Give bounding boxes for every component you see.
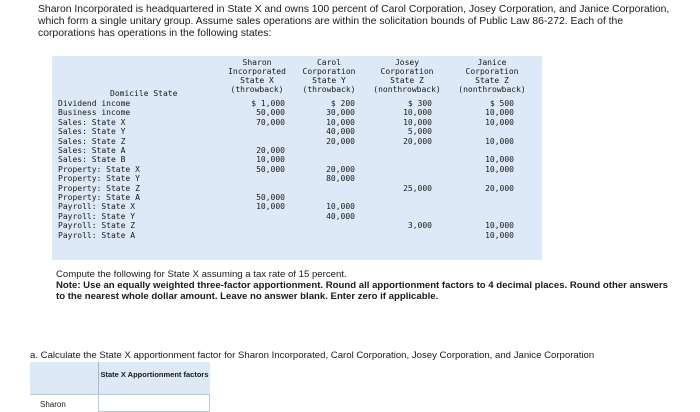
corp-rule: (throwback) xyxy=(302,85,356,94)
table-cell: 10,000 xyxy=(256,155,285,165)
table-cell: 10,000 xyxy=(256,202,285,212)
table-cell: $ 300 xyxy=(407,99,432,108)
table-cell: 10,000 xyxy=(485,117,514,127)
row-label: Payroll: State Y xyxy=(58,211,136,221)
table-cell: 20,000 xyxy=(326,164,355,174)
corp-rule: (nonthrowback) xyxy=(458,85,526,94)
table-cell: 25,000 xyxy=(403,183,432,193)
table-cell: 20,000 xyxy=(485,183,514,193)
table-cell: 10,000 xyxy=(403,108,432,118)
table-cell: 10,000 xyxy=(485,164,514,174)
corp-state: State Z xyxy=(390,76,424,85)
instructions-task: Compute the following for State X assuming a tax rate of 15 percent. xyxy=(56,269,347,280)
table-cell: 10,000 xyxy=(403,117,432,127)
instructions xyxy=(56,269,676,302)
sharon-apportionment-input[interactable] xyxy=(98,394,210,412)
corp-header-carol xyxy=(284,58,374,94)
row-label: Sales: State X xyxy=(58,117,126,127)
row-label: Sales: State Y xyxy=(58,127,126,137)
table-cell: 20,000 xyxy=(403,136,432,146)
corp-type: Corporation xyxy=(380,67,434,76)
corp-name: Sharon xyxy=(242,58,272,67)
table-cell: 3,000 xyxy=(407,221,432,231)
problem-intro: Sharon Incorporated is headquartered in State X and owns 100 percent of Carol Corporation, Josey Corporation, and Janice Corporation, which form a single unitary group. Assume sales operations are within the solicitation bounds of Public Law 86-272. Each of the corporations has operations in the following states: xyxy=(38,4,670,39)
answer-table xyxy=(30,362,210,412)
table-cell: 10,000 xyxy=(485,230,514,240)
corp-state: State Y xyxy=(312,76,346,85)
table-cell: 80,000 xyxy=(326,174,355,184)
table-cell: 40,000 xyxy=(326,127,355,137)
row-label: Property: State X xyxy=(58,164,140,174)
instructions-note: Note: Use an equally weighted three-factor apportionment. Round all apportionment factors to 4 decimal places. Round other answers to the nearest whole dollar amount. Leave no answer blank. Enter zero if applicable. xyxy=(56,280,668,302)
table-cell: 10,000 xyxy=(326,202,355,212)
row-label: Sales: State A xyxy=(58,146,126,155)
table-cell: $ 500 xyxy=(489,99,514,108)
answer-header-blank xyxy=(30,362,98,394)
answer-column-header: State X Apportionment factors xyxy=(98,362,210,394)
table-cell: 10,000 xyxy=(485,108,514,118)
row-label: Payroll: State Z xyxy=(58,221,136,231)
table-cell: $ 200 xyxy=(330,99,355,108)
domicile-state-label: Domicile State xyxy=(110,89,178,98)
corporation-data-table xyxy=(52,56,542,260)
table-cell: $ 1,000 xyxy=(251,99,285,108)
corp-state: State X xyxy=(240,76,274,85)
row-label: Property: State A xyxy=(58,193,140,202)
corp-header-janice xyxy=(444,58,540,94)
corp-type: Corporation xyxy=(302,67,356,76)
question-a: a. Calculate the State X apportionment factor for Sharon Incorporated, Carol Corporation, Josey Corporation, and Janice Corporation xyxy=(30,350,595,361)
table-cell: 10,000 xyxy=(485,221,514,231)
table-cell: 30,000 xyxy=(326,108,355,118)
row-label: Property: State Y xyxy=(58,174,140,184)
corp-rule: (nonthrowback) xyxy=(373,85,441,94)
table-cell: 70,000 xyxy=(256,117,285,127)
row-label: Payroll: State X xyxy=(58,202,136,212)
row-label: Payroll: State A xyxy=(58,230,136,240)
table-cell: 50,000 xyxy=(256,193,285,202)
table-cell: 10,000 xyxy=(485,136,514,146)
corp-rule: (throwback) xyxy=(230,85,284,94)
corp-name: Josey xyxy=(394,58,420,67)
corp-name: Carol xyxy=(316,58,342,67)
corp-type: Incorporated xyxy=(228,67,286,76)
row-label: Business income xyxy=(58,108,131,118)
table-cell: 5,000 xyxy=(407,127,432,137)
table-cell: 20,000 xyxy=(326,136,355,146)
row-label: Property: State Z xyxy=(58,183,140,193)
corp-state: State Z xyxy=(475,76,509,85)
table-cell: 50,000 xyxy=(256,108,285,118)
table-cell: 40,000 xyxy=(326,211,355,221)
table-cell: 10,000 xyxy=(326,117,355,127)
row-label: Sales: State Z xyxy=(58,136,126,146)
row-label: Sales: State B xyxy=(58,155,126,165)
table-cell: 20,000 xyxy=(256,146,285,155)
table-cell: 50,000 xyxy=(256,164,285,174)
table-cell: 10,000 xyxy=(485,155,514,165)
corp-header-josey xyxy=(362,58,452,94)
answer-row-label: Sharon xyxy=(30,394,98,412)
corp-name: Janice xyxy=(477,58,507,67)
row-label: Dividend income xyxy=(58,99,131,108)
corp-type: Corporation xyxy=(465,67,519,76)
